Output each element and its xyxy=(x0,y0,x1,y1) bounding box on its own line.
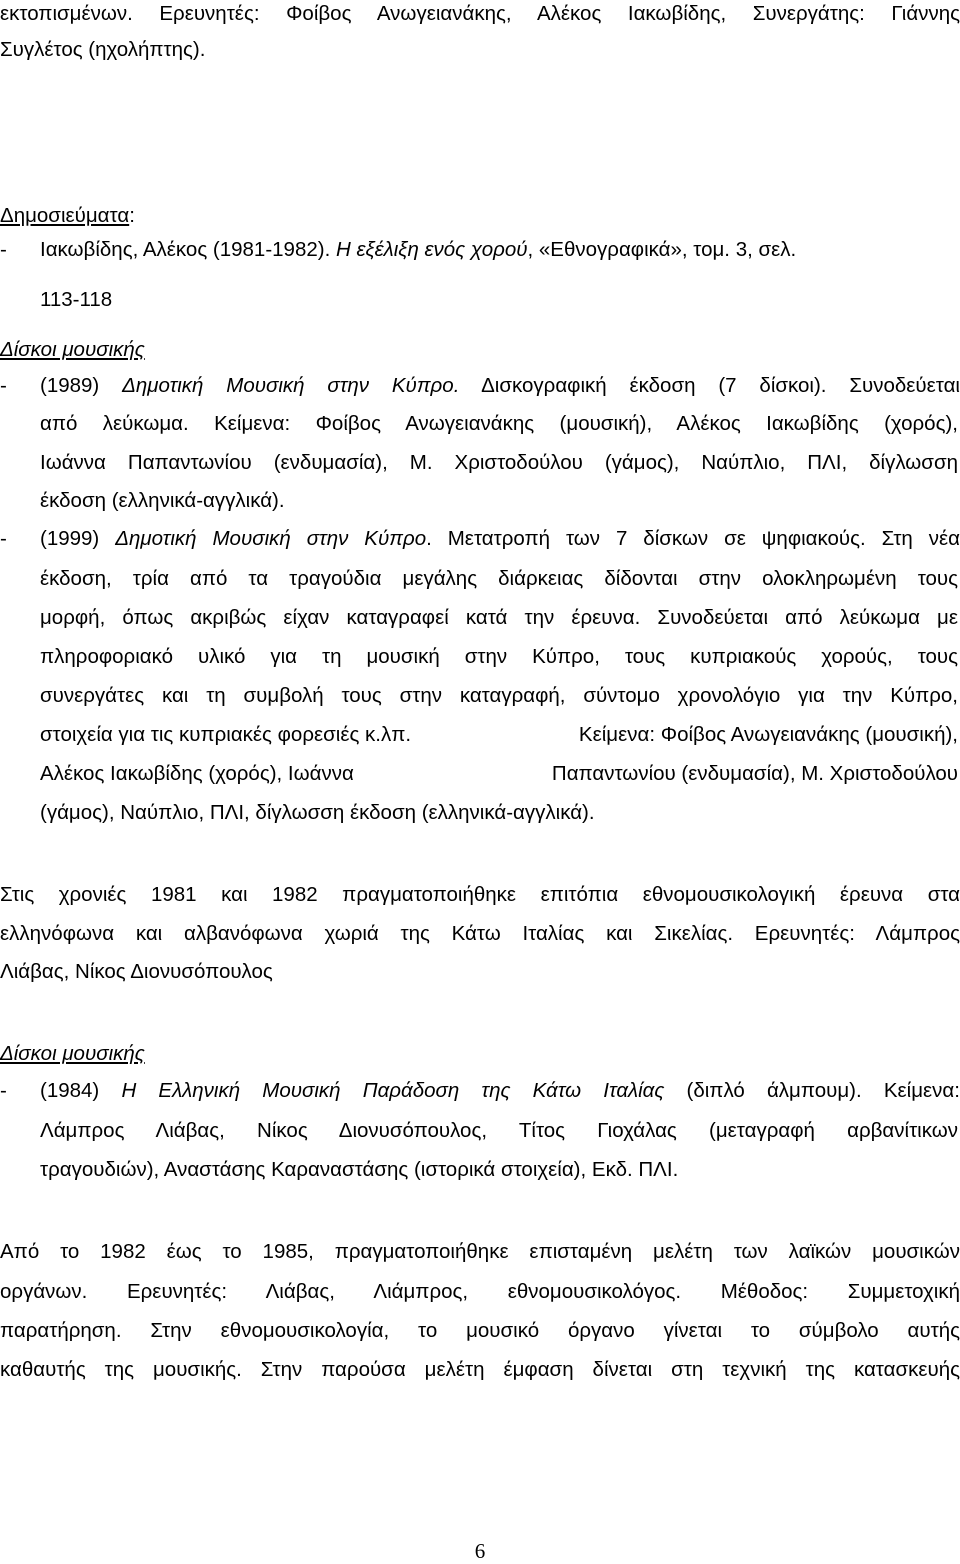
disc-year: (1999) xyxy=(40,527,116,550)
disc-entry-line: μορφή, όπως ακριβώς είχαν καταγραφεί κατά την έρευνα. Συνοδεύεται από λεύκωμα με xyxy=(40,606,958,629)
disc-title: Δημοτική Μουσική στην Κύπρο. xyxy=(122,374,460,397)
disc-text-part: Κείμενα: Φοίβος Ανωγειανάκης (μουσική), xyxy=(578,723,958,746)
disc-entry-line: τραγουδιών), Αναστάσης Καραναστάσης (ιστορικά στοιχεία), Εκδ. ΠΛΙ. xyxy=(40,1158,679,1181)
disc-text-part: στοιχεία για τις κυπριακές φορεσιές κ.λπ. xyxy=(40,723,412,746)
paragraph-line: Συγλέτος (ηχολήπτης). xyxy=(0,38,206,61)
disc-entry-line: έκδοση, τρία από τα τραγούδια μεγάλης διάρκειας δίδονται στην ολοκληρωμένη τους xyxy=(40,567,958,590)
disc-entry-line: συνεργάτες και τη συμβολή τους στην καταγραφή, σύντομο χρονολόγιο για την Κύπρο, xyxy=(40,684,958,707)
disc-entry-line xyxy=(40,717,958,753)
publication-title: Η εξέλιξη ενός χορού xyxy=(335,238,528,261)
disc-text-part: Παπαντωνίου (ενδυμασία), Μ. Χριστοδούλου xyxy=(551,762,958,785)
disc-year: (1989) xyxy=(40,374,123,397)
publications-heading xyxy=(0,198,135,234)
disc-entry-line: (γάμος), Ναύπλιο, ΠΛΙ, δίγλωσση έκδοση (ελληνικά-αγγλικά). xyxy=(40,801,595,824)
disc-description: Δισκογραφική έκδοση (7 δίσκοι). Συνοδεύεται xyxy=(459,374,960,397)
discs-heading: Δίσκοι μουσικής xyxy=(0,338,145,361)
disc-entry-line: Ιωάννα Παπαντωνίου (ενδυμασία), Μ. Χριστοδούλου (γάμος), Ναύπλιο, ΠΛΙ, δίγλωσση xyxy=(40,451,958,474)
publications-heading-text: Δημοσιεύματα xyxy=(0,204,130,227)
publication-entry-text xyxy=(40,232,960,268)
page-number: 6 xyxy=(474,1539,486,1563)
discs-heading: Δίσκοι μουσικής xyxy=(0,1042,145,1065)
bullet-dash: - xyxy=(0,374,7,397)
paragraph-line: Στις χρονιές 1981 και 1982 πραγματοποιήθηκε επιτόπια εθνομουσικολογική έρευνα στα xyxy=(0,883,960,906)
disc-entry-line xyxy=(0,521,960,557)
disc-entry-line xyxy=(0,368,960,404)
disc-entry-line: πληροφοριακό υλικό για τη μουσική στην Κύπρο, τους κυπριακούς χορούς, τους xyxy=(40,645,958,668)
disc-entry-line: Λάμπρος Λιάβας, Νίκος Διονυσόπουλος, Τίτος Γιοχάλας (μεταγραφή αρβανίτικων xyxy=(40,1119,958,1142)
paragraph-line: καθαυτής της μουσικής. Στην παρούσα μελέτη έμφαση δίνεται στη τεχνική της κατασκευής xyxy=(0,1358,960,1381)
publication-source: , «Εθνογραφικά», τομ. 3, σελ. xyxy=(527,238,797,261)
paragraph-line: παρατήρηση. Στην εθνομουσικολογία, το μουσικό όργανο γίνεται το σύμβολο αυτής xyxy=(0,1319,960,1342)
disc-description: (διπλό άλμπουμ). Κείμενα: xyxy=(664,1079,960,1102)
disc-entry-line xyxy=(40,756,958,792)
paragraph-line: Λιάβας, Νίκος Διονυσόπουλος xyxy=(0,960,273,983)
bullet-dash: - xyxy=(0,1079,7,1102)
disc-title: Δημοτική Μουσική στην Κύπρο xyxy=(115,527,427,550)
disc-entry-line: έκδοση (ελληνικά-αγγλικά). xyxy=(40,489,285,512)
paragraph-line: εκτοπισμένων. Ερευνητές: Φοίβος Ανωγειανάκης, Αλέκος Ιακωβίδης, Συνεργάτης: Γιάννης xyxy=(0,2,960,25)
disc-description: . Μετατροπή των 7 δίσκων σε ψηφιακούς. Στη νέα xyxy=(426,527,960,550)
paragraph-line: Από το 1982 έως το 1985, πραγματοποιήθηκε επισταμένη μελέτη των λαϊκών μουσικών xyxy=(0,1240,960,1263)
disc-title: Η Ελληνική Μουσική Παράδοση της Κάτω Ιταλίας xyxy=(121,1079,665,1102)
bullet-dash: - xyxy=(0,238,7,261)
paragraph-line: ελληνόφωνα και αλβανόφωνα χωριά της Κάτω Ιταλίας και Σικελίας. Ερευνητές: Λάμπρος xyxy=(0,922,960,945)
publication-pages: 113-118 xyxy=(40,288,113,311)
paragraph-line: οργάνων. Ερευνητές: Λιάβας, Λιάμπρος, εθνομουσικολόγος. Μέθοδος: Συμμετοχική xyxy=(0,1280,960,1303)
disc-year: (1984) xyxy=(40,1079,122,1102)
disc-entry-line xyxy=(0,1073,960,1109)
publication-author: Ιακωβίδης, Αλέκος (1981-1982). xyxy=(40,238,336,261)
disc-text-part: Αλέκος Ιακωβίδης (χορός), Ιωάννα xyxy=(40,762,354,785)
disc-entry-line: από λεύκωμα. Κείμενα: Φοίβος Ανωγειανάκης (μουσική), Αλέκος Ιακωβίδης (χορός), xyxy=(40,412,958,435)
publication-entry xyxy=(0,232,960,268)
publications-heading-colon: : xyxy=(129,204,135,227)
bullet-dash: - xyxy=(0,527,7,550)
